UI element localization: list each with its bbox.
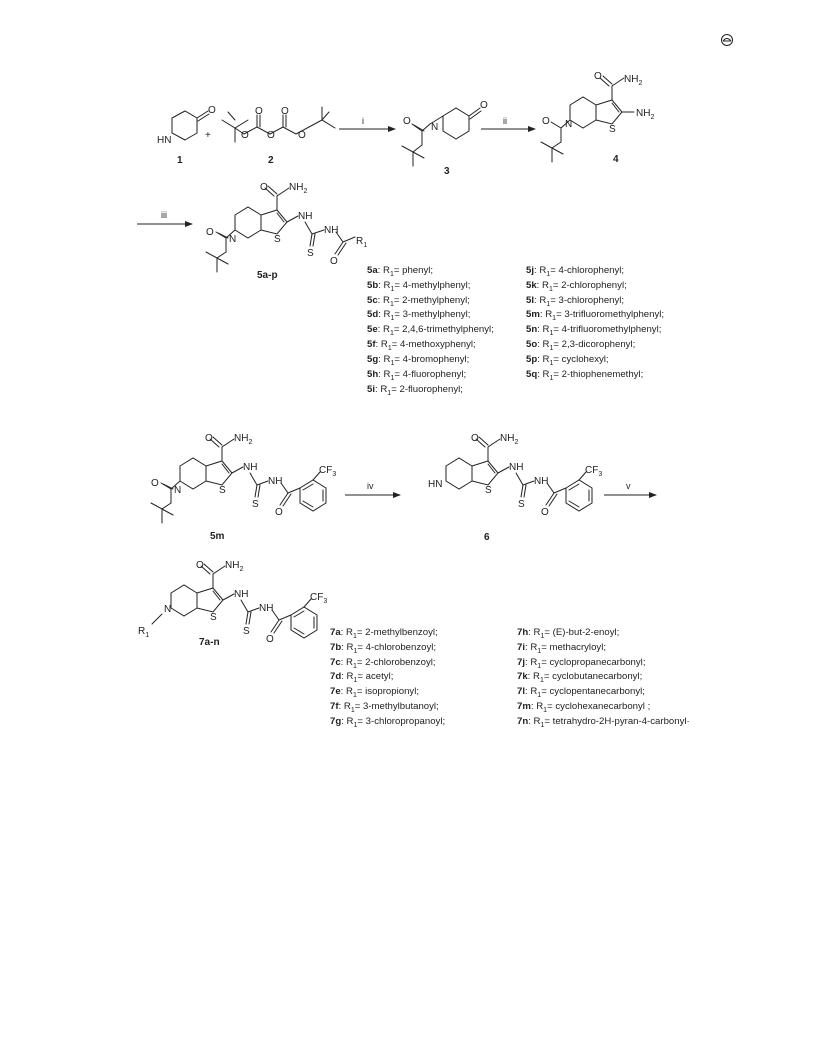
compound-label-5a-p: 5a-p (257, 270, 278, 281)
atom-o: O (480, 100, 488, 111)
atom-nh: NH (243, 462, 258, 473)
compound-label-3: 3 (444, 166, 450, 177)
r1-group: $R_1$ (138, 626, 150, 639)
substituent-item-5k: 5k: $R_1=$ 2-chlorophenyl; (526, 279, 627, 293)
substituent-item-7h: 7h: $R_1=$ (E)-but-2-enoyl; (517, 627, 620, 640)
atom-nh: NH (234, 589, 249, 600)
atom-o: O (208, 105, 216, 116)
atom-nh: NH (259, 603, 274, 614)
r1-group: $R_1$ (356, 236, 368, 249)
substituent-item-7i: 7i: $R_1=$ methacryloyl; (517, 641, 606, 655)
atom-o: O (275, 507, 283, 518)
compound-label-7a-n: 7a-n (199, 637, 220, 648)
atom-o: O (260, 182, 268, 193)
atom-s: S (252, 499, 259, 510)
atom-s: S (609, 124, 616, 135)
substituent-item-7n: 7n: $R_1=$ tetrahydro-2H-pyran-4-carbonyl· (517, 715, 690, 729)
condition-v: v (626, 481, 631, 491)
substituent-item-5a: 5a: $R_1=$ phenyl; (367, 265, 434, 278)
plus-sign: + (205, 130, 211, 141)
compound-2-structure (222, 106, 335, 142)
atom-s: S (243, 626, 250, 637)
substituent-item-7f: 7f: $R_1=$ 3-methylbutanoyl; (330, 701, 439, 714)
atom-nh: NH (534, 476, 549, 487)
substituent-item-7j: 7j: $R_1=$ cyclopropanecarbonyl; (517, 656, 646, 670)
atom-o: O (330, 256, 338, 267)
compound-5m-structure (151, 433, 336, 523)
substituent-item-7e: 7e: $R_1=$ isopropionyl; (330, 686, 420, 700)
substituent-item-5b: 5b: $R_1=$ 4-methylphenyl; (367, 279, 471, 293)
atom-o: O (151, 478, 159, 489)
substituent-item-7k: 7k: $R_1=$ cyclobutanecarbonyl; (517, 671, 643, 685)
atom-o: O (255, 106, 263, 117)
substituent-list-5-right (526, 266, 664, 385)
substituent-item-5h: 5h: $R_1=$ 4-fluorophenyl; (367, 368, 467, 382)
compound-3-structure (402, 100, 488, 166)
atom-n: N (229, 234, 237, 245)
atom-o: O (205, 433, 213, 444)
atom-nh: NH (268, 476, 283, 487)
atom-n: N (431, 122, 439, 133)
atom-o: O (241, 130, 249, 141)
compound-label-1: 1 (177, 155, 183, 166)
atom-nh: NH (509, 462, 524, 473)
substituent-item-5j: 5j: $R_1=$ 4-chlorophenyl; (526, 265, 625, 278)
substituent-item-5i: 5i: $R_1=$ 2-fluorophenyl; (367, 383, 463, 397)
compound-label-6: 6 (484, 532, 490, 543)
condition-iii: iii (161, 210, 167, 220)
atom-s: S (210, 612, 217, 623)
nh2-group: $NH_2$ (289, 182, 308, 195)
substituent-item-5d: 5d: $R_1=$ 3-methylphenyl; (367, 309, 471, 323)
substituent-list-7-right (517, 628, 690, 732)
substituent-item-5m: 5m: $R_1=$ 3-trifluoromethylphenyl; (526, 309, 665, 323)
substituent-item-5n: 5n: $R_1=$ 4-trifluoromethylphenyl; (526, 324, 662, 338)
substituent-item-7m: 7m: $R_1=$ cyclohexanecarbonyl ; (517, 701, 651, 714)
nh2-group: $NH_2$ (636, 108, 655, 121)
atom-o: O (594, 71, 602, 82)
nh2-group: $NH_2$ (234, 433, 253, 446)
substituent-item-5p: 5p: $R_1=$ cyclohexyl; (526, 353, 609, 367)
substituent-item-5f: 5f: $R_1=$ 4-methoxyphenyl; (367, 339, 476, 352)
atom-s: S (274, 234, 281, 245)
atom-nh: NH (298, 211, 313, 222)
cf3-group: $CF_3$ (310, 592, 328, 605)
atom-o: O (298, 130, 306, 141)
nh2-group: $NH_2$ (225, 560, 244, 573)
nh2-group: $NH_2$ (624, 74, 643, 87)
substituent-list-5-left (367, 266, 494, 399)
substituent-item-5l: 5l: $R_1=$ 3-chlorophenyl; (526, 294, 625, 308)
atom-s: S (485, 485, 492, 496)
atom-o: O (196, 560, 204, 571)
atom-o: O (206, 227, 214, 238)
substituent-list-7-left (330, 628, 445, 732)
atom-n: N (174, 485, 182, 496)
atom-hn: HN (157, 135, 172, 146)
atom-s: S (307, 248, 314, 259)
substituent-item-7c: 7c: $R_1=$ 2-chlorobenzoyl; (330, 656, 436, 670)
substituent-item-5g: 5g: $R_1=$ 4-bromophenyl; (367, 353, 470, 367)
compound-label-5m: 5m (210, 531, 225, 542)
atom-o: O (267, 130, 275, 141)
substituent-item-7l: 7l: $R_1=$ cyclopentanecarbonyl; (517, 686, 645, 700)
condition-iv: iv (367, 481, 374, 491)
compound-label-4: 4 (613, 154, 619, 165)
cf3-group: $CF_3$ (319, 465, 337, 478)
atom-nh: NH (324, 225, 339, 236)
condition-ii: ii (503, 116, 507, 126)
atom-hn: HN (428, 479, 443, 490)
atom-n: N (164, 604, 172, 615)
substituent-item-7g: 7g: $R_1=$ 3-chloropropanoyl; (330, 715, 446, 729)
condition-i: i (362, 116, 364, 126)
atom-n: N (565, 119, 573, 130)
circle-logo-icon (722, 35, 733, 46)
nh2-group: $NH_2$ (500, 433, 519, 446)
compound-7-structure (138, 560, 327, 645)
substituent-item-7a: 7a: $R_1=$ 2-methylbenzoyl; (330, 627, 438, 640)
substituent-item-5e: 5e: $R_1=$ 2,4,6-trimethylphenyl; (367, 324, 494, 338)
substituent-item-7d: 7d: $R_1=$ acetyl; (330, 671, 394, 685)
substituent-item-5c: 5c: $R_1=$ 2-methylphenyl; (367, 294, 470, 308)
cf3-group: $CF_3$ (585, 465, 603, 478)
compound-label-2: 2 (268, 155, 274, 166)
atom-o: O (541, 507, 549, 518)
atom-o: O (403, 116, 411, 127)
compound-6-structure (428, 433, 602, 518)
substituent-item-5o: 5o: $R_1=$ 2,3-dicorophenyl; (526, 339, 636, 352)
atom-o: O (471, 433, 479, 444)
compound-4-structure (541, 71, 654, 162)
atom-o: O (542, 116, 550, 127)
atom-o: O (281, 106, 289, 117)
compound-5-structure (206, 182, 367, 272)
substituent-item-7b: 7b: $R_1=$ 4-chlorobenzoyl; (330, 641, 437, 655)
atom-s: S (518, 499, 525, 510)
atom-o: O (266, 634, 274, 645)
substituent-item-5q: 5q: $R_1=$ 2-thiophenemethyl; (526, 368, 644, 382)
atom-s: S (219, 485, 226, 496)
